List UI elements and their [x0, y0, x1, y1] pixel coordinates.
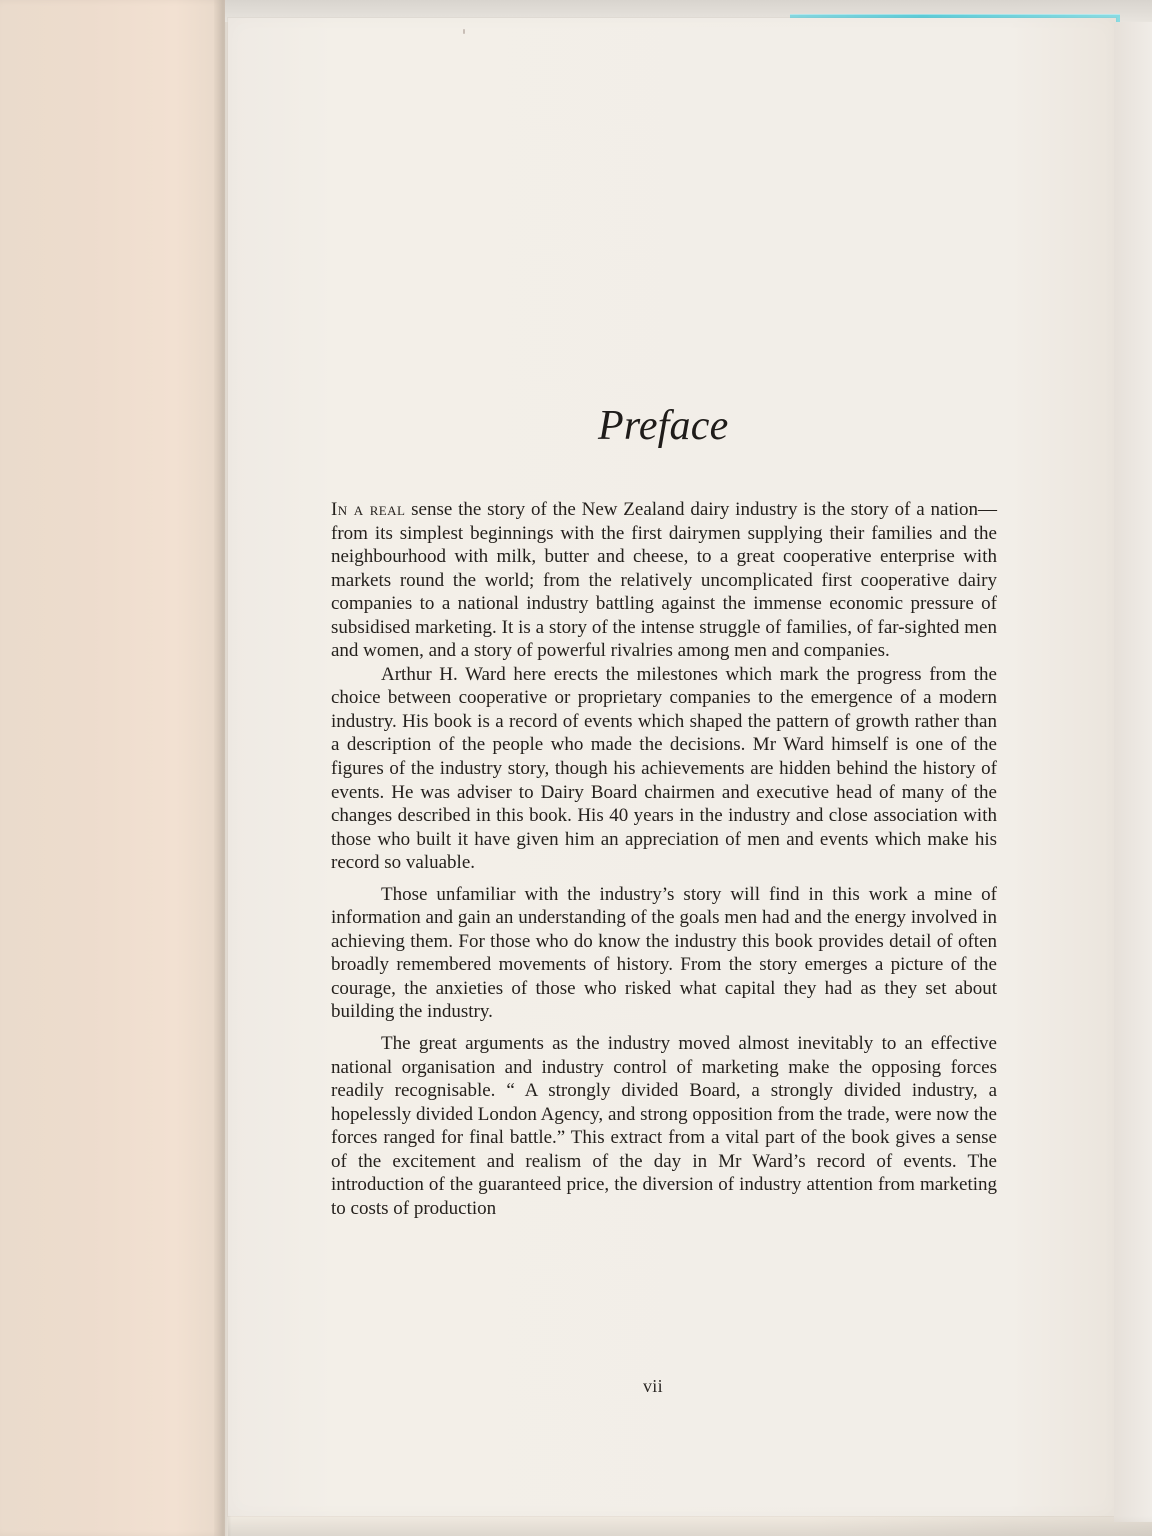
page-number: vii	[643, 1376, 663, 1396]
paragraph-spacing	[331, 1024, 997, 1032]
bottom-shadow	[228, 1516, 1152, 1536]
paragraph-1-text: sense the story of the New Zealand dairy industry is the story of a nation—from its simplest beginnings with the first dairymen supplying their families and the neighbourhood with milk, butter and cheese, to a great cooperative enterprise with markets round the world; from the relatively uncomplicated first cooperative dairy companies to a national industry battling against the immense economic pressure of subsidised marketing. It is a story of the intense struggle of families, of far-sighted men and women, and a story of powerful rivalries among men and companies.	[331, 499, 997, 662]
paragraph-spacing	[331, 875, 997, 883]
page-title: Preface	[598, 403, 729, 449]
opening-small-caps: In a real	[331, 499, 406, 520]
paragraph-1	[331, 498, 997, 663]
preface-body	[331, 498, 997, 1220]
paragraph-2: Arthur H. Ward here erects the milestones which mark the progress from the choice between cooperative or proprietary companies to the emergence of a modern industry. His book is a record of events which shaped the pattern of growth rather than a description of the people who made the decisions. Mr Ward himself is one of the figures of the industry story, though his achievements are hidden behind the history of events. He was adviser to Dairy Board chairmen and executive head of many of the changes described in this book. His 40 years in the industry and close association with those who built it have given him an appreciation of men and events which make his record so valuable.	[331, 663, 997, 874]
right-page-edge	[1114, 22, 1152, 1522]
paragraph-3: Those unfamiliar with the industry’s story will find in this work a mine of information and gain an understanding of the goals men had and the energy involved in achieving them. For those who do know the industry this book provides detail of often broadly remembered movements of history. From the story emerges a picture of the courage, the anxieties of those who risked what capital they had as they set about building the industry.	[331, 883, 997, 1023]
page-speck	[463, 29, 465, 34]
paragraph-4: The great arguments as the industry moved almost inevitably to an effective national organisation and industry control of marketing make the opposing forces readily recognisable. “ A strongly divided Board, a strongly divided industry, a hopelessly divided London Agency, and strong opposition from the trade, were now the forces ranged for final battle.” This extract from a vital part of the book gives a sense of the excitement and realism of the day in Mr Ward’s record of events. The introduction of the guaranteed price, the diversion of industry attention from marketing to costs of production	[331, 1033, 997, 1219]
left-page	[0, 0, 225, 1536]
